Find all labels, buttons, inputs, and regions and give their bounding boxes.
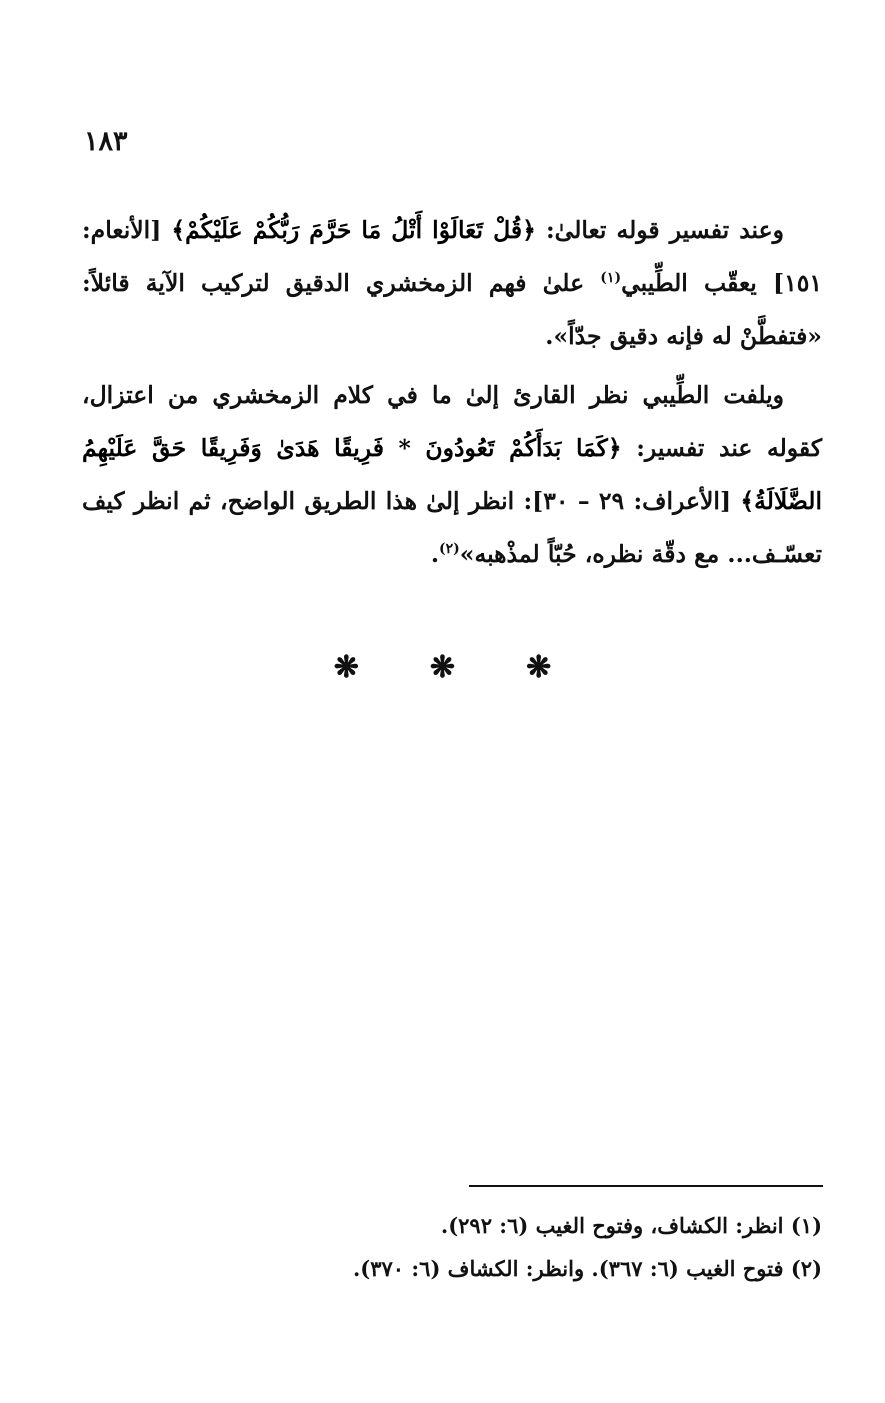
footnote-2: (٢) فتوح الغيب (٦: ٣٦٧). وانظر: الكشاف (٦: ٣٧٠).: [352, 1256, 822, 1281]
paragraph-2-end: .: [430, 540, 439, 568]
paragraph-2-intro: ويلفت الطِّيبي نظر القارئ إلىٰ ما في كلام الزمخشري من اعتزال، كقوله عند تفسير:: [82, 381, 823, 462]
footnote-marker-2: (٢): [439, 541, 460, 558]
paragraph-1-intro: وعند تفسير قوله تعالىٰ:: [535, 216, 785, 244]
page-number: ١٨٣: [84, 126, 128, 157]
paragraph-1-ref: [الأنعام: ١٥١] يعقّب الطِّيبي: [82, 216, 823, 297]
paragraph-1: [82, 204, 822, 363]
separator-star-icon: ❋: [429, 650, 456, 685]
paragraph-2: [82, 369, 822, 581]
paragraph-2-ref: [الأعراف: ٢٩ – ٣٠]: انظر إلىٰ هذا الطريق الواضح، ثم انظر كيف تعسّـف... مع دقّة نظره، حُبّاً لمذْهبه»: [82, 487, 822, 568]
footnote-marker-1: (١): [600, 270, 622, 287]
footnotes: [82, 1204, 822, 1290]
footnote-divider: [469, 1185, 823, 1187]
quran-verse-araf: ﴿كَمَا بَدَأَكُمْ تَعُودُونَ * فَرِيقًا هَدَىٰ وَفَرِيقًا حَقَّ عَلَيْهِمُ الضَّلَالَةُ﴾: [82, 434, 822, 515]
section-separator: [0, 650, 885, 685]
quran-verse-anam: ﴿قُلْ تَعَالَوْا أَتْلُ مَا حَرَّمَ رَبُّكُمْ عَلَيْكُمْ﴾: [171, 216, 536, 244]
separator-star-icon: ❋: [333, 650, 359, 685]
separator-star-icon: ❋: [526, 650, 552, 685]
footnote-1: (١) انظر: الكشاف، وفتوح الغيب (٦: ٢٩٢).: [440, 1213, 822, 1238]
paragraph-1-rest: علىٰ فهم الزمخشري الدقيق لتركيب الآية قائلاً: «فتفطَّنْ له فإنه دقيق جدّاً».: [82, 269, 822, 350]
